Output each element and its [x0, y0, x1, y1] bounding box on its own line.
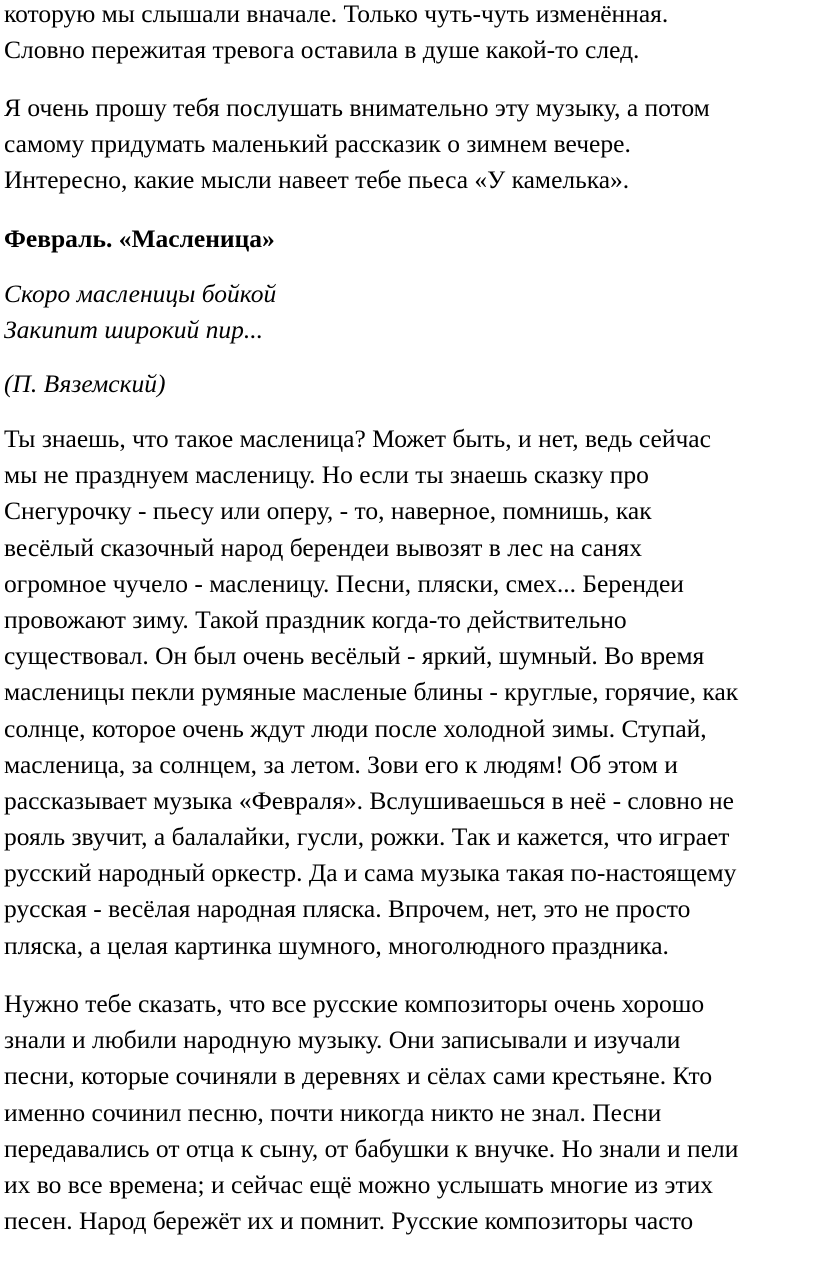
- text-line: самому придумать маленький рассказик о зимнем вечере.: [4, 129, 631, 159]
- text-line: Я очень прошу тебя послушать внимательно эту музыку, а потом: [4, 93, 710, 122]
- text-line: которую мы слышали вначале. Только чуть-чуть изменённая.: [4, 0, 669, 28]
- text-line: солнце, которое очень ждут люди после холодной зимы. Ступай,: [4, 713, 707, 743]
- epigraph: [4, 276, 276, 348]
- text-line: русский народный оркестр. Да и сама музыка такая по-настоящему: [4, 858, 737, 888]
- folk-music-paragraph: [4, 986, 738, 1239]
- text-line: знали и любили народную музыку. Они записывали и изучали: [4, 1025, 681, 1055]
- text-line: песни, которые сочиняли в деревнях и сёлах сами крестьяне. Кто: [4, 1061, 713, 1091]
- section-heading: [4, 221, 275, 257]
- text-line: провожают зиму. Такой праздник когда-то действительно: [4, 604, 627, 634]
- text-line: их во все времена; и сейчас ещё можно услышать многие из этих: [4, 1169, 713, 1199]
- text-line: существовал. Он был очень весёлый - яркий, шумный. Во время: [4, 641, 705, 671]
- epigraph-line: Закипит широкий пир...: [4, 315, 264, 345]
- text-line: огромное чучело - масленицу. Песни, пляски, смех... Берендеи: [4, 568, 684, 598]
- text-line: передавались от отца к сыну, от бабушки к внучке. Но знали и пели: [4, 1133, 739, 1163]
- epigraph-line: Скоро масленицы бойкой: [4, 279, 277, 308]
- text-line: Ты знаешь, что такое масленица? Может быть, и нет, ведь сейчас: [4, 424, 711, 453]
- text-line: русская - весёлая народная пляска. Впрочем, нет, это не просто: [4, 894, 691, 924]
- heading-text: Февраль. «Масленица»: [4, 224, 275, 253]
- listen-request-paragraph: [4, 90, 710, 199]
- text-line: рояль звучит, а балалайки, гусли, рожки. Так и кажется, что играет: [4, 822, 730, 852]
- author-line: (П. Вяземский): [4, 369, 166, 398]
- maslenitsa-paragraph: [4, 421, 738, 964]
- text-line: весёлый сказочный народ берендеи вывозят в лес на санях: [4, 532, 643, 562]
- text-line: песен. Народ бережёт их и помнит. Русские композиторы часто: [4, 1206, 694, 1236]
- text-line: масленицы пекли румяные масленые блины - круглые, горячие, как: [4, 677, 739, 707]
- text-line: масленица, за солнцем, за летом. Зови его к людям! Об этом и: [4, 749, 678, 779]
- text-line: Словно пережитая тревога оставила в душе какой-то след.: [4, 35, 640, 65]
- text-line: Снегурочку - пьесу или оперу, - то, наверное, помнишь, как: [4, 496, 652, 526]
- intro-continuation-paragraph: [4, 0, 668, 68]
- text-line: мы не празднуем масленицу. Но если ты знаешь сказку про: [4, 460, 649, 490]
- text-line: пляска, а целая картинка шумного, многолюдного праздника.: [4, 930, 669, 960]
- text-line: Интересно, какие мысли навеет тебе пьеса «У камелька».: [4, 165, 630, 195]
- text-line: именно сочинил песню, почти никогда никто не знал. Песни: [4, 1097, 662, 1127]
- text-line: рассказывает музыка «Февраля». Вслушиваешься в неё - словно не: [4, 785, 734, 815]
- text-line: Нужно тебе сказать, что все русские композиторы очень хорошо: [4, 989, 705, 1018]
- epigraph-author: [4, 366, 166, 402]
